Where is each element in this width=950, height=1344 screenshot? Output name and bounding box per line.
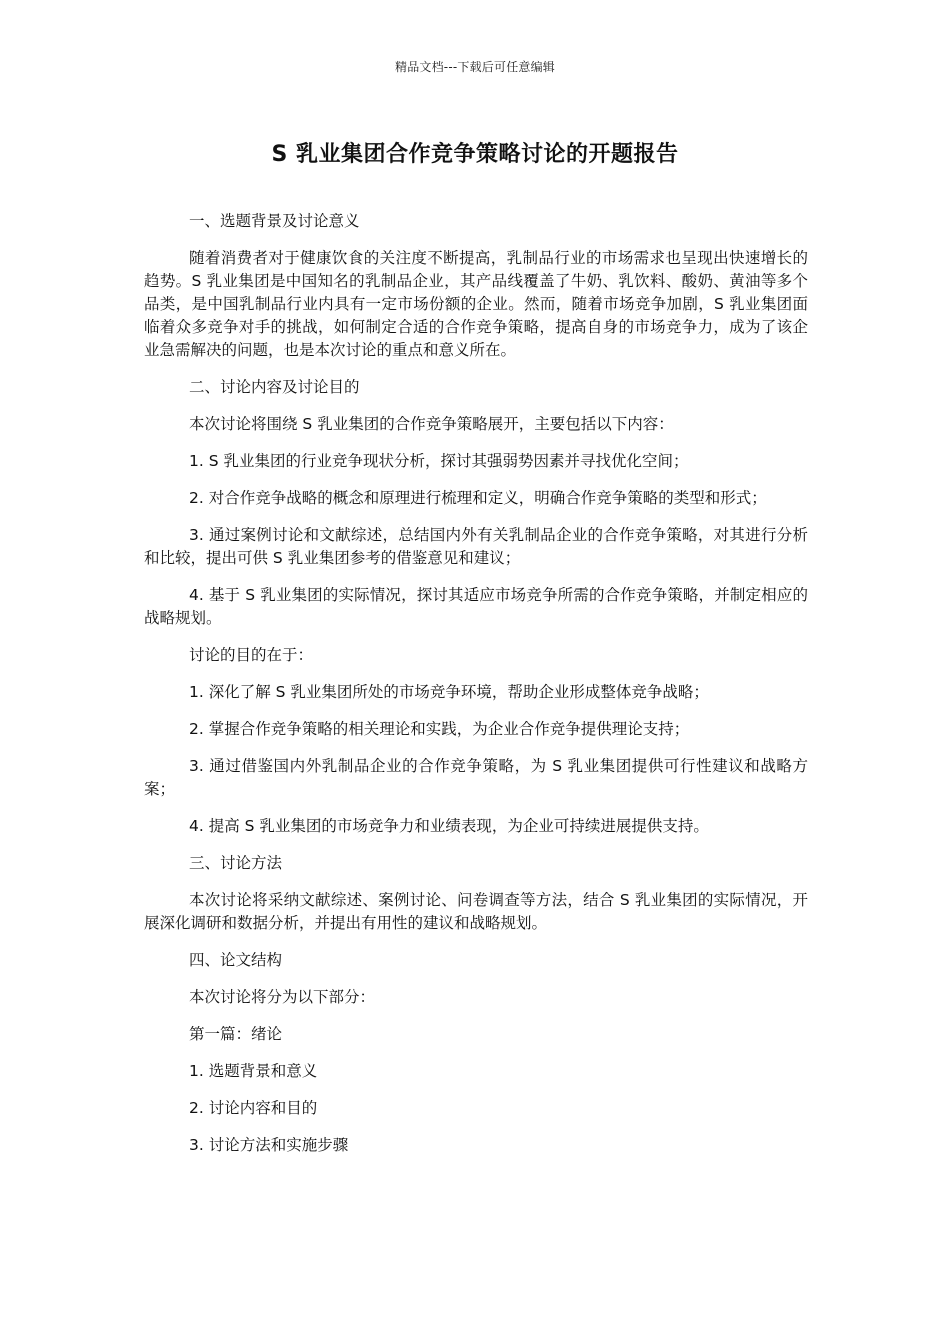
list-item-purpose-4: 4. 提高 S 乳业集团的市场竞争力和业绩表现，为企业可持续进展提供支持。 <box>189 817 709 835</box>
paragraph-structure-intro: 本次讨论将分为以下部分： <box>189 988 376 1006</box>
list-item-chapter-1: 1. 选题背景和意义 <box>189 1062 318 1080</box>
chapter-heading-1: 第一篇：绪论 <box>189 1025 283 1043</box>
list-item-content-3: 3. 通过案例讨论和文献综述，总结国内外有关乳制品企业的合作竞争策略，对其进行分析和比较，提出可供 S 乳业集团参考的借鉴意见和建议； <box>144 526 808 567</box>
paragraph-purpose-intro: 讨论的目的在于： <box>189 646 314 664</box>
section-heading-method: 三、讨论方法 <box>189 854 283 872</box>
list-item-content-1: 1. S 乳业集团的行业竞争现状分析，探讨其强弱势因素并寻找优化空间； <box>189 452 689 470</box>
document-body <box>144 210 808 1171</box>
list-item-chapter-2: 2. 讨论内容和目的 <box>189 1099 318 1117</box>
list-item-chapter-3: 3. 讨论方法和实施步骤 <box>189 1136 349 1154</box>
paragraph-background: 随着消费者对于健康饮食的关注度不断提高，乳制品行业的市场需求也呈现出快速增长的趋势。S 乳业集团是中国知名的乳制品企业，其产品线覆盖了牛奶、乳饮料、酸奶、黄油等多个品类，是中国乳制品行业内具有一定市场份额的企业。然而，随着市场竞争加剧，S 乳业集团面临着众多竞争对手的挑战，如何制定合适的合作竞争策略，提高自身的市场竞争力，成为了该企业急需解决的问题，也是本次讨论的重点和意义所在。 <box>144 249 808 359</box>
section-heading-background: 一、选题背景及讨论意义 <box>189 212 360 230</box>
list-item-content-4: 4. 基于 S 乳业集团的实际情况，探讨其适应市场竞争所需的合作竞争策略，并制定相应的战略规划。 <box>144 586 808 627</box>
section-heading-content: 二、讨论内容及讨论目的 <box>189 378 360 396</box>
paragraph-method: 本次讨论将采纳文献综述、案例讨论、问卷调查等方法，结合 S 乳业集团的实际情况，开展深化调研和数据分析，并提出有用性的建议和战略规划。 <box>144 891 808 932</box>
page-header: 精品文档---下载后可任意编辑 <box>395 60 555 74</box>
list-item-purpose-1: 1. 深化了解 S 乳业集团所处的市场竞争环境，帮助企业形成整体竞争战略； <box>189 683 709 701</box>
document-title: S 乳业集团合作竞争策略讨论的开题报告 <box>271 142 679 167</box>
list-item-purpose-3: 3. 通过借鉴国内外乳制品企业的合作竞争策略，为 S 乳业集团提供可行性建议和战略方案； <box>144 757 808 798</box>
list-item-purpose-2: 2. 掌握合作竞争策略的相关理论和实践，为企业合作竞争提供理论支持； <box>189 720 690 738</box>
section-heading-structure: 四、论文结构 <box>189 951 283 969</box>
list-item-content-2: 2. 对合作竞争战略的概念和原理进行梳理和定义，明确合作竞争策略的类型和形式； <box>189 489 767 507</box>
paragraph-content-intro: 本次讨论将围绕 S 乳业集团的合作竞争策略展开，主要包括以下内容： <box>189 415 674 433</box>
